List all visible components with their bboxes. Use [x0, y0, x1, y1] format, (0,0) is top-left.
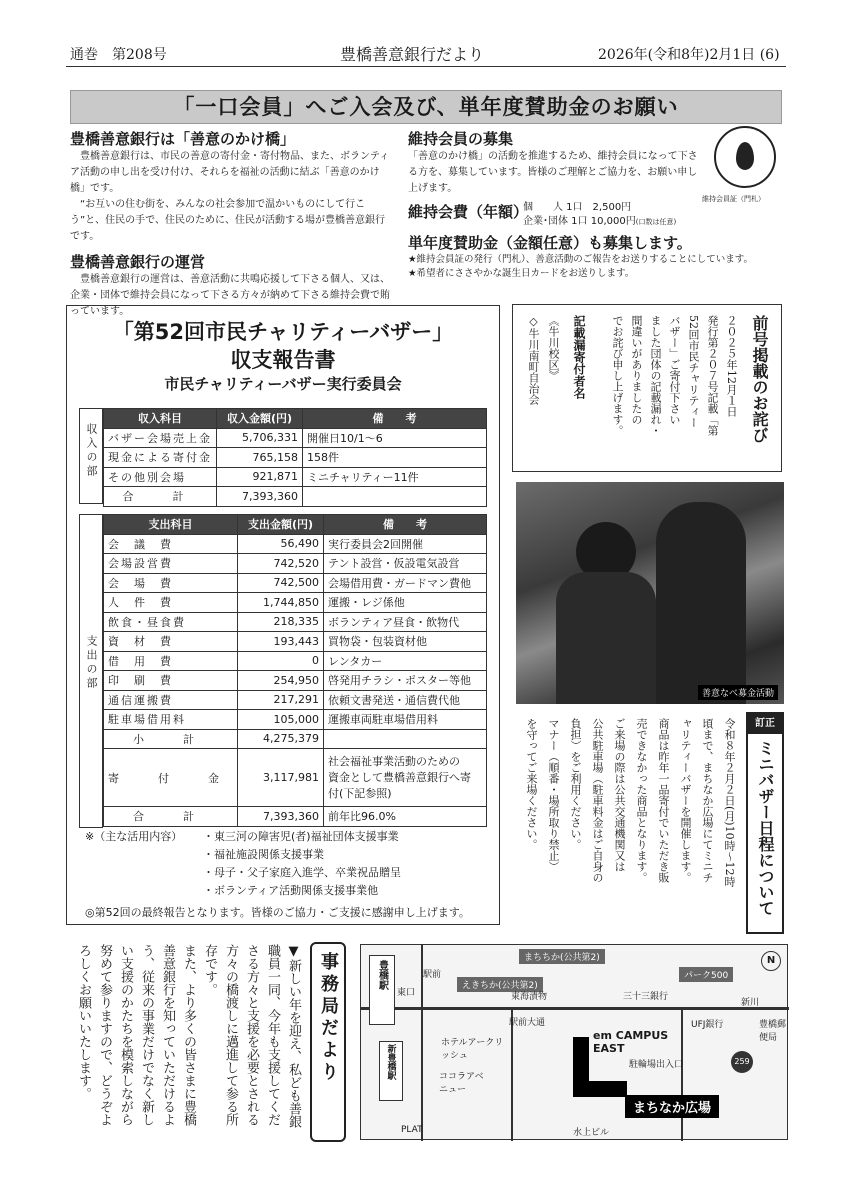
fee-corporate-note: (口数は任意)	[635, 218, 677, 226]
expense-label: 支出の部	[85, 635, 98, 691]
expense-label-box	[79, 514, 103, 828]
map-label-bicycle: 駐輪場出入口	[629, 1060, 684, 1070]
minibazaar-title: ミニバザー日程について	[756, 740, 775, 916]
table-row	[104, 448, 487, 468]
apology-body	[608, 315, 741, 465]
apology-title: 前号掲載のお詫び	[750, 315, 769, 443]
income-amount: 921,871	[217, 467, 303, 487]
table-row	[104, 593, 487, 613]
apology-box	[512, 304, 782, 472]
use-item: ・東三河の障害児(者)福祉団体支援事業	[203, 830, 399, 843]
apology-line: ２０２５年12月１日	[725, 315, 738, 417]
apology-line: ました団体の記載漏れ・	[649, 315, 662, 436]
apology-subtitle: 記載漏寄付者名	[572, 315, 586, 399]
sponsor-note-2: ★希望者にささやかな誕生日カードをお送りします。	[408, 268, 635, 279]
map-label-park500: パーク500	[679, 967, 733, 982]
fee-corporate-value: 10,000円	[590, 216, 636, 227]
apology-line: 間違いがありましたの	[630, 315, 643, 425]
expense-amount: 193,443	[238, 632, 324, 652]
minibazaar-line: 売できなかった商品となります。	[635, 718, 648, 883]
apology-line: 52回市民チャリティー	[687, 315, 700, 428]
table-row	[104, 554, 487, 574]
about-section	[70, 128, 392, 320]
office-line: 善意銀行を知っていただけるよ	[160, 944, 175, 1126]
map-label-east-exit: 東口	[397, 988, 416, 998]
access-map	[360, 944, 788, 1140]
office-title: 事務局だより	[318, 952, 339, 1084]
apology-line: 発行第２０７号記載「第	[706, 315, 719, 436]
minibazaar-line: 頃まで、まちなか広場にてミニチ	[701, 718, 714, 883]
minibazaar-body	[520, 718, 740, 932]
minibazaar-line: ャリティーバザーを開催します。	[679, 718, 692, 883]
income-item: バザー会場売上金	[104, 428, 217, 448]
map-label-ufj: UFJ銀行	[691, 1020, 724, 1030]
person-silhouette-icon	[656, 502, 746, 704]
income-item: 現金による寄付金	[104, 448, 217, 468]
uses-label: ※（主な活用内容）	[85, 830, 183, 843]
fee-corporate-label: 企業･団体 1口	[523, 216, 588, 227]
expense-note: 依頼文書発送・通信費代他	[324, 690, 487, 710]
income-total-label: 合 計	[104, 487, 217, 507]
map-label-shinkawa: 新川	[741, 998, 760, 1008]
map-label-ekimae: 駅前	[423, 970, 442, 980]
minibazaar-line: 商品は昨年一品寄付でいただき販	[657, 718, 670, 883]
office-title-box	[310, 942, 346, 1142]
report-footer: ◎第52回の最終報告となります。皆様のご協力・ご支援に感謝申し上げます。	[85, 906, 470, 919]
income-note: 158件	[303, 448, 487, 468]
map-label-plat: PLAT	[401, 1125, 423, 1135]
expense-item: 資 材 費	[104, 632, 238, 652]
income-note: ミニチャリティー11件	[303, 467, 487, 487]
expense-total-note: 前年比96.0%	[324, 807, 487, 827]
map-label-machichika: まちちか(公共第2)	[519, 949, 605, 964]
expense-item: 会 場 費	[104, 573, 238, 593]
minibazaar-line: 公共駐車場（駐車料金はご自身の	[591, 718, 604, 883]
income-item: その他別会場	[104, 467, 217, 487]
expense-amount: 0	[238, 651, 324, 671]
report-subtitle: 収支報告書	[230, 348, 336, 372]
member-badge	[702, 120, 782, 210]
fee-individual-label: 個 人 1口	[523, 202, 583, 213]
expense-note: 会場借用費・ガードマン費他	[324, 573, 487, 593]
donation-item: 寄 付 金	[104, 749, 238, 807]
office-news	[66, 942, 346, 1142]
operation-paragraph: 豊橋善意銀行の運営は、善意活動に共鳴応援して下さる個人、又は、企業・団体で維持会員になって下さる方々が納めて下さる維持会費で賄っています。	[70, 274, 390, 317]
table-row	[104, 467, 487, 487]
apology-line: バザー」ご寄付下さい	[668, 315, 681, 425]
sponsor-heading: 単年度賛助金（金額任意）も募集します。	[408, 234, 692, 252]
about-heading: 豊橋善意銀行は「善意のかけ橋」	[70, 130, 296, 148]
table-row	[104, 651, 487, 671]
income-header-note: 備 考	[303, 409, 487, 429]
map-label-ekimae-odori: 駅前大通	[509, 1018, 546, 1028]
expense-total-label: 合 計	[104, 807, 238, 827]
income-total: 7,393,360	[217, 487, 303, 507]
expense-amount: 742,500	[238, 573, 324, 593]
apology-names	[523, 315, 563, 465]
expense-note: 買物袋・包装資材他	[324, 632, 487, 652]
table-row	[104, 671, 487, 691]
expense-note: 運搬車両駐車場借用料	[324, 710, 487, 730]
member-recruit-section	[408, 128, 698, 229]
fee-heading: 維持会費（年額）	[408, 203, 529, 221]
sponsor-section	[408, 232, 788, 281]
expense-item: 飲食・昼食費	[104, 612, 238, 632]
person-body-icon	[556, 572, 656, 704]
table-row	[104, 534, 487, 554]
table-row	[104, 729, 487, 749]
expense-item: 会 議 費	[104, 534, 238, 554]
office-body	[73, 944, 304, 1140]
expense-amount: 217,291	[238, 690, 324, 710]
flame-icon	[736, 142, 754, 170]
about-paragraph-1: 豊橋善意銀行は、市民の善意の寄付金・寄付物品、また、ボランティア活動の申し出を受け付け、それらを福祉の活動に結ぶ「善意のかけ橋」です。	[70, 151, 390, 194]
header-rule	[66, 66, 786, 67]
expense-amount: 56,490	[238, 534, 324, 554]
expense-amount: 105,000	[238, 710, 324, 730]
issue-number: 通巻 第208号	[70, 47, 167, 63]
apology-name-line: 《牛川校区》	[547, 315, 560, 381]
table-row	[104, 690, 487, 710]
issue-date: 2026年(令和8年)2月1日 (6)	[598, 47, 780, 63]
report-org: 市民チャリティーバザー実行委員会	[164, 375, 402, 393]
membership-banner: 「一口会員」へご入会及び、単年度賛助金のお願い	[70, 90, 782, 124]
map-label-em-campus: em CAMPUS EAST	[593, 1029, 669, 1055]
map-label-shin-toyohashi: 新豊橋駅	[385, 1044, 396, 1080]
station-box	[379, 1041, 403, 1101]
donation-note-line: 資金として豊橋善意銀行へ寄	[328, 770, 471, 784]
correction-tag: 訂正	[748, 714, 782, 734]
minibazaar-line: 負担）をご利用ください。	[569, 718, 582, 850]
income-label: 収入の部	[85, 423, 98, 479]
expense-note: テント設営・仮設電気設営	[324, 554, 487, 574]
map-label-post-office: 豊橋郵便局	[759, 1020, 787, 1043]
income-table	[103, 408, 487, 507]
map-label-mizuue: 水上ビル	[573, 1128, 610, 1138]
route-259-icon: 259	[731, 1051, 753, 1073]
newsletter-title: 豊橋善意銀行だより	[340, 45, 485, 64]
about-paragraph-2: “お互いの住む街を、みんなの社会参加で温かいものにして行こう”と、住民の手で、住民のために、住民が活動する場が豊橋善意銀行です。	[70, 199, 385, 242]
minibazaar-line: ご来場の際は公共交通機関又は	[613, 718, 626, 872]
expense-header-amount: 支出金額(円)	[238, 515, 324, 535]
station-box	[369, 955, 395, 1025]
map-label-tokai: 東海漬物	[511, 992, 548, 1002]
office-line: う、従来の事業だけでなく新し	[139, 944, 154, 1126]
map-label-33bank: 三十三銀行	[623, 992, 669, 1002]
expense-note: 運搬・レジ係他	[324, 593, 487, 613]
table-row	[104, 710, 487, 730]
recruit-heading: 維持会員の募集	[408, 130, 514, 148]
office-line: 存です。	[202, 944, 217, 996]
minibazaar-line: 令和８年２月２日(月)10時〜12時	[723, 718, 736, 887]
income-label-box	[79, 408, 103, 504]
income-header-item: 収入科目	[104, 409, 217, 429]
table-row	[104, 428, 487, 448]
subtotal-label: 小 計	[104, 729, 238, 749]
office-line: 職員一同、今年も支援してくだ	[265, 944, 280, 1126]
expense-item: 借 用 費	[104, 651, 238, 671]
expense-note: 実行委員会2回開催	[324, 534, 487, 554]
use-item: ・福祉施設関係支援事業	[203, 848, 324, 861]
table-row	[104, 487, 487, 507]
income-amount: 765,158	[217, 448, 303, 468]
expense-header-note: 備 考	[324, 515, 487, 535]
apology-line: でお詫び申し上げます。	[611, 315, 624, 436]
map-label-cocola: ココラアベニュー	[439, 1072, 484, 1095]
expense-amount: 254,950	[238, 671, 324, 691]
expense-amount: 1,744,850	[238, 593, 324, 613]
table-row	[104, 612, 487, 632]
expense-amount: 742,520	[238, 554, 324, 574]
donation-amount: 3,117,981	[238, 749, 324, 807]
fee-individual-value: 2,500円	[592, 202, 632, 213]
recruit-paragraph: 「善意のかけ橋」の活動を推進するため、維持会員になって下さる方を、募集しています。皆様のご理解とご協力を、お願い申し上げます。	[408, 151, 698, 194]
apology-name-line: ◇牛川南町自治会	[527, 315, 540, 405]
income-note: 開催日10/1〜6	[303, 428, 487, 448]
map-label-ekichika: えきちか(公共第2)	[457, 977, 543, 992]
road	[511, 1010, 513, 1141]
minibazaar-section	[512, 712, 784, 938]
route-marker	[573, 1081, 627, 1097]
north-arrow-icon: N	[761, 951, 781, 971]
use-item: ・ボランティア活動関係支援事業他	[203, 884, 379, 897]
office-line: また、より多くの皆さまに豊橋	[181, 944, 196, 1126]
badge-caption: 維持会員証（門札）	[702, 195, 765, 203]
machinaka-hiroba-label: まちなか広場	[625, 1095, 719, 1118]
table-row	[104, 632, 487, 652]
expense-item: 人 件 費	[104, 593, 238, 613]
expense-item: 会場設営費	[104, 554, 238, 574]
income-header-amount: 収入金額(円)	[217, 409, 303, 429]
badge-logo-icon	[714, 126, 776, 188]
table-row	[104, 573, 487, 593]
office-line: い支援のかたちを模索しながら	[118, 944, 133, 1126]
map-label-toyohashi: 豊橋駅	[376, 960, 388, 990]
use-item: ・母子・父子家庭入進学、卒業祝品贈呈	[203, 866, 401, 879]
donation-note-line: 付(下記参照)	[328, 786, 392, 800]
road	[681, 1010, 683, 1141]
expense-item: 通信運搬費	[104, 690, 238, 710]
fundraising-photo	[516, 482, 784, 704]
expense-note: レンタカー	[324, 651, 487, 671]
charity-report	[66, 305, 500, 925]
donation-note-line: 社会福祉事業活動のための	[328, 754, 460, 768]
report-title: 「第52回市民チャリティーバザー」	[112, 320, 454, 344]
minibazaar-title-box	[746, 712, 784, 934]
map-label-hotel: ホテルアークリッシュ	[441, 1038, 504, 1061]
expense-note: 啓発用チラシ・ポスター等他	[324, 671, 487, 691]
expense-note: ボランティア昼食・飲物代	[324, 612, 487, 632]
expense-item: 印 刷 費	[104, 671, 238, 691]
main-road	[361, 1007, 789, 1010]
table-row	[104, 807, 487, 827]
office-line: 方々の橋渡しに邁進して参る所	[223, 944, 238, 1126]
office-line: ろしくお願いいたします。	[76, 944, 91, 1100]
photo-caption: 善意なべ募金活動	[698, 685, 778, 700]
office-line: 努めて参りますので、どうぞよ	[97, 944, 112, 1126]
sponsor-note-1: ★維持会員証の発行（門札）、善意活動のご報告をお送りすることにしています。	[408, 254, 754, 265]
expense-table	[103, 514, 487, 827]
income-amount: 5,706,331	[217, 428, 303, 448]
expense-header-item: 支出科目	[104, 515, 238, 535]
minibazaar-line: を守ってご来場ください。	[525, 718, 538, 850]
expense-amount: 218,335	[238, 612, 324, 632]
office-line: ▼新しい年を迎え、私ども善銀	[286, 944, 301, 1128]
expense-total: 7,393,360	[238, 807, 324, 827]
expense-item: 駐車場借用料	[104, 710, 238, 730]
uses-list	[85, 828, 401, 900]
subtotal-amount: 4,275,379	[238, 729, 324, 749]
operation-heading: 豊橋善意銀行の運営	[70, 253, 206, 271]
table-row	[104, 749, 487, 807]
minibazaar-line: マナー（順番・場所取り禁止）	[547, 718, 560, 872]
office-line: さる方々と支援を必要とされる	[244, 944, 259, 1126]
